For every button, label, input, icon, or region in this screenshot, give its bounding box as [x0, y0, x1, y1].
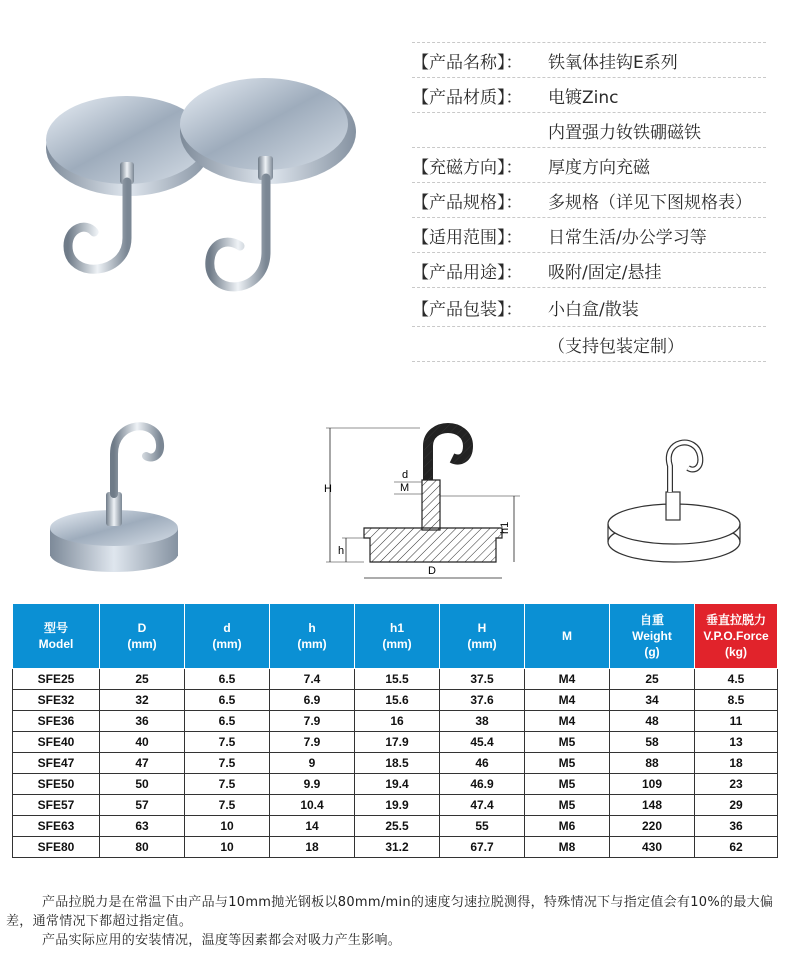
table-cell: 32 [100, 690, 185, 711]
footnote [6, 893, 782, 950]
outline-drawing [600, 430, 750, 570]
dim-label-M: M [400, 482, 410, 494]
table-cell: M5 [525, 732, 610, 753]
table-cell: M5 [525, 795, 610, 816]
table-header-row [13, 604, 778, 669]
spec-value: 电镀Zinc [548, 87, 619, 108]
table-cell: M8 [525, 837, 610, 858]
spec-row-scope [412, 217, 766, 252]
dimension-drawing [320, 418, 530, 588]
header-D: D (mm) [100, 604, 185, 669]
table-cell: M4 [525, 711, 610, 732]
dim-label-D: D [428, 565, 436, 577]
table-row [13, 837, 778, 858]
dim-label-h1: h1 [499, 521, 511, 534]
table-cell: 6.9 [270, 690, 355, 711]
spec-row-magnetization [412, 147, 766, 182]
table-cell: 9.9 [270, 774, 355, 795]
table-cell: 15.6 [355, 690, 440, 711]
table-row [13, 669, 778, 690]
table-cell: 7.5 [185, 753, 270, 774]
table-cell: 46 [440, 753, 525, 774]
table-cell: 23 [695, 774, 778, 795]
table-cell: 37.5 [440, 669, 525, 690]
table-cell: SFE40 [13, 732, 100, 753]
spec-table [12, 603, 778, 858]
table-cell: 36 [100, 711, 185, 732]
table-cell: SFE36 [13, 711, 100, 732]
dim-label-H: H [324, 483, 332, 495]
spec-value: 内置强力钕铁硼磁铁 [548, 122, 701, 143]
table-cell: 7.5 [185, 774, 270, 795]
table-cell: 88 [610, 753, 695, 774]
hook-right-image [180, 78, 356, 287]
table-row [13, 690, 778, 711]
table-row [13, 795, 778, 816]
header-d: d (mm) [185, 604, 270, 669]
spec-row-material-cont [412, 112, 766, 147]
spec-row-packing-cont [412, 326, 766, 362]
table-cell: 7.9 [270, 732, 355, 753]
header-h1: h1 (mm) [355, 604, 440, 669]
table-cell: 18 [270, 837, 355, 858]
spec-label: 【充磁方向】： [412, 157, 523, 178]
table-cell: 46.9 [440, 774, 525, 795]
table-row [13, 774, 778, 795]
spec-value: 日常生活/办公学习等 [548, 227, 707, 248]
table-cell: SFE50 [13, 774, 100, 795]
table-cell: 37.6 [440, 690, 525, 711]
table-cell: 25 [610, 669, 695, 690]
table-cell: 47.4 [440, 795, 525, 816]
table-cell: 19.4 [355, 774, 440, 795]
table-cell: 80 [100, 837, 185, 858]
spec-row-material [412, 77, 766, 112]
table-cell: 36 [695, 816, 778, 837]
table-cell: SFE80 [13, 837, 100, 858]
spec-label: 【适用范围】： [412, 227, 523, 248]
spec-value: 吸附/固定/悬挂 [548, 262, 662, 283]
header-h: h (mm) [270, 604, 355, 669]
table-cell: 6.5 [185, 711, 270, 732]
table-cell: 57 [100, 795, 185, 816]
table-cell: 63 [100, 816, 185, 837]
table-cell: 58 [610, 732, 695, 753]
spec-value: 小白盒/散装 [548, 299, 639, 320]
spec-label: 【产品材质】： [412, 87, 523, 108]
table-cell: 8.5 [695, 690, 778, 711]
header-M: M [525, 604, 610, 669]
single-hook-photo [40, 416, 190, 576]
table-cell: 10.4 [270, 795, 355, 816]
table-cell: M4 [525, 690, 610, 711]
dim-label-h: h [338, 545, 345, 557]
table-row [13, 816, 778, 837]
table-cell: 19.9 [355, 795, 440, 816]
table-cell: 6.5 [185, 690, 270, 711]
table-cell: 10 [185, 837, 270, 858]
spec-label: 【产品包装】： [412, 299, 523, 320]
table-cell: 11 [695, 711, 778, 732]
footnote-line-1: 产品拉脱力是在常温下由产品与10mm抛光钢板以80mm/min的速度匀速拉脱测得，特殊情况下与指定值会有10%的最大偏差，通常情况下都超过指定值。 [6, 895, 774, 929]
table-cell: M4 [525, 669, 610, 690]
table-cell: 17.9 [355, 732, 440, 753]
spec-info-block [412, 42, 766, 362]
table-cell: 430 [610, 837, 695, 858]
table-cell: 7.5 [185, 732, 270, 753]
table-cell: 14 [270, 816, 355, 837]
table-cell: 25 [100, 669, 185, 690]
table-cell: 4.5 [695, 669, 778, 690]
spec-label: 【产品规格】： [412, 192, 523, 213]
table-cell: 29 [695, 795, 778, 816]
table-cell: 55 [440, 816, 525, 837]
header-model: 型号 Model [13, 604, 100, 669]
header-weight: 自重 Weight (g) [610, 604, 695, 669]
table-cell: 15.5 [355, 669, 440, 690]
dim-label-d: d [402, 469, 409, 481]
table-cell: 48 [610, 711, 695, 732]
table-cell: 7.5 [185, 795, 270, 816]
table-cell: 34 [610, 690, 695, 711]
table-row [13, 711, 778, 732]
header-force: 垂直拉脱力 V.P.O.Force (kg) [695, 604, 778, 669]
table-cell: 16 [355, 711, 440, 732]
table-cell: M5 [525, 753, 610, 774]
table-cell: 9 [270, 753, 355, 774]
table-cell: 6.5 [185, 669, 270, 690]
table-cell: 67.7 [440, 837, 525, 858]
table-row [13, 732, 778, 753]
table-cell: 10 [185, 816, 270, 837]
spec-row-packing [412, 287, 766, 326]
footnote-line-2: 产品实际应用的安装情况，温度等因素都会对吸力产生影响。 [42, 933, 402, 948]
spec-value: 铁氧体挂钩E系列 [548, 52, 678, 73]
table-cell: 7.9 [270, 711, 355, 732]
spec-row-spec [412, 182, 766, 217]
table-cell: 25.5 [355, 816, 440, 837]
table-row [13, 753, 778, 774]
table-cell: 31.2 [355, 837, 440, 858]
table-cell: M6 [525, 816, 610, 837]
spec-value: （支持包装定制） [548, 336, 684, 357]
table-cell: 50 [100, 774, 185, 795]
spec-value: 多规格（详见下图规格表） [548, 192, 752, 213]
table-cell: M5 [525, 774, 610, 795]
table-cell: 18 [695, 753, 778, 774]
table-cell: 148 [610, 795, 695, 816]
spec-value: 厚度方向充磁 [548, 157, 650, 178]
table-cell: 62 [695, 837, 778, 858]
hero-product-photo [28, 70, 368, 340]
spec-row-name [412, 42, 766, 77]
table-cell: 18.5 [355, 753, 440, 774]
table-cell: SFE25 [13, 669, 100, 690]
table-cell: 220 [610, 816, 695, 837]
table-cell: 40 [100, 732, 185, 753]
table-cell: 7.4 [270, 669, 355, 690]
table-cell: 38 [440, 711, 525, 732]
table-cell: 13 [695, 732, 778, 753]
table-body [13, 669, 778, 858]
table-cell: SFE32 [13, 690, 100, 711]
spec-label: 【产品用途】： [412, 262, 523, 283]
table-cell: SFE63 [13, 816, 100, 837]
spec-row-usage [412, 252, 766, 287]
table-cell: 109 [610, 774, 695, 795]
table-cell: 47 [100, 753, 185, 774]
table-cell: SFE57 [13, 795, 100, 816]
header-H: H (mm) [440, 604, 525, 669]
table-cell: 45.4 [440, 732, 525, 753]
table-cell: SFE47 [13, 753, 100, 774]
spec-label: 【产品名称】： [412, 52, 523, 73]
